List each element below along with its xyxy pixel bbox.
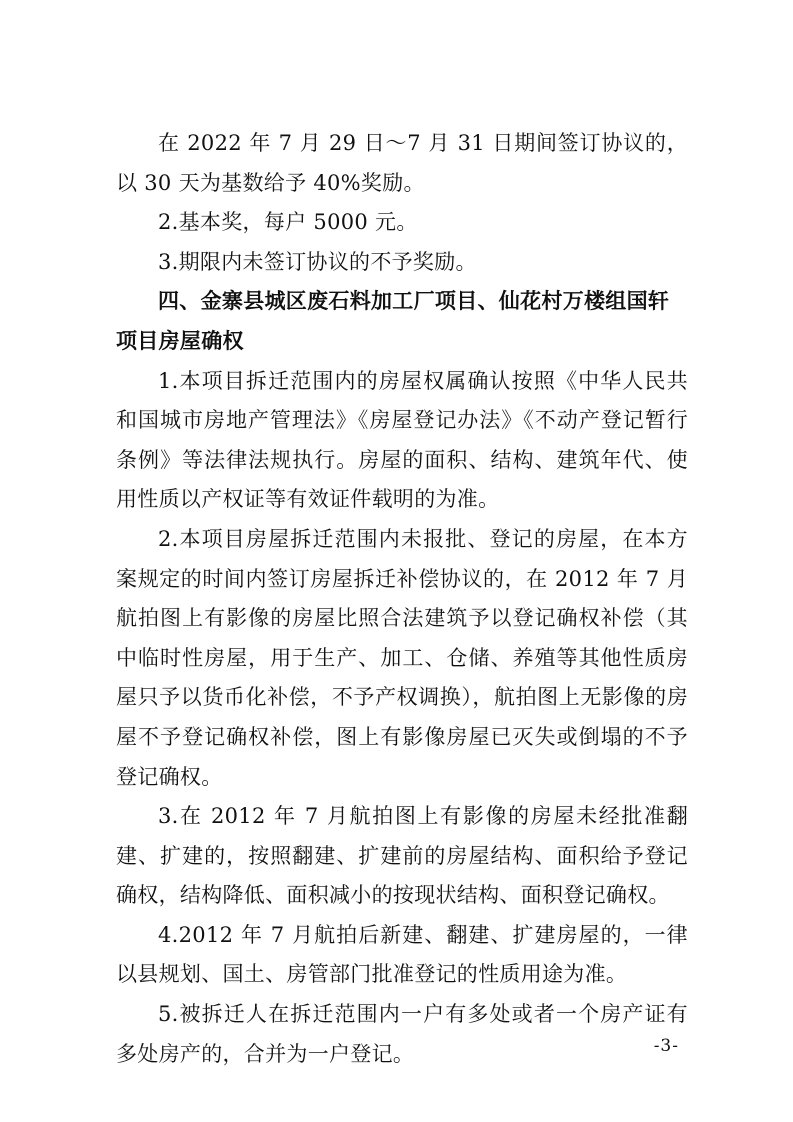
paragraph-multiple-properties: 5.被拆迁人在拆迁范围内一户有多处或者一个房产证有多处房产的，合并为一户登记。: [116, 1002, 688, 1066]
section-heading: 四、金寨县城区废石料加工厂项目、仙花村万楼组国轩项目房屋确权: [116, 289, 670, 353]
paragraph-rebuilt-houses: 3.在 2012 年 7 月航拍图上有影像的房屋未经批准翻建、扩建的，按照翻建、扩建前的房屋结构、面积给予登记确权，结构降低、面积减小的按现状结构、面积登记确权。: [116, 804, 688, 908]
document-body: [116, 124, 688, 1074]
paragraph-basic-reward: 2.基本奖，每户 5000 元。: [158, 210, 418, 235]
page-number: -3-: [653, 1036, 679, 1056]
paragraph-ownership-rules: 1.本项目拆迁范围内的房屋权属确认按照《中华人民共和国城市房地产管理法》《房屋登记办法》《不动产登记暂行条例》等法律法规执行。房屋的面积、结构、建筑年代、使用性质以产权证等有效证件载明的为准。: [116, 368, 688, 512]
paragraph-reward-period: 在 2022 年 7 月 29 日～7 月 31 日期间签订协议的，以 30 天为基数给予 40%奖励。: [116, 131, 688, 195]
paragraph-new-buildings: 4.2012 年 7 月航拍后新建、翻建、扩建房屋的，一律以县规划、国土、房管部门批准登记的性质用途为准。: [116, 922, 688, 987]
paragraph-unregistered-houses: 2.本项目房屋拆迁范围内未报批、登记的房屋，在本方案规定的时间内签订房屋拆迁补偿协议的，在 2012 年 7 月航拍图上有影像的房屋比照合法建筑予以登记确权补偿（其中临时性房屋，用于生产、加工、仓储、养殖等其他性质房屋只予以货币化补偿，不予产权调换），航拍图上无影像的房屋不予登记确权补偿，图上有影像房屋已灭失或倒塌的不予登记确权。: [116, 526, 688, 789]
paragraph-no-reward: 3.期限内未签订协议的不予奖励。: [158, 249, 477, 274]
